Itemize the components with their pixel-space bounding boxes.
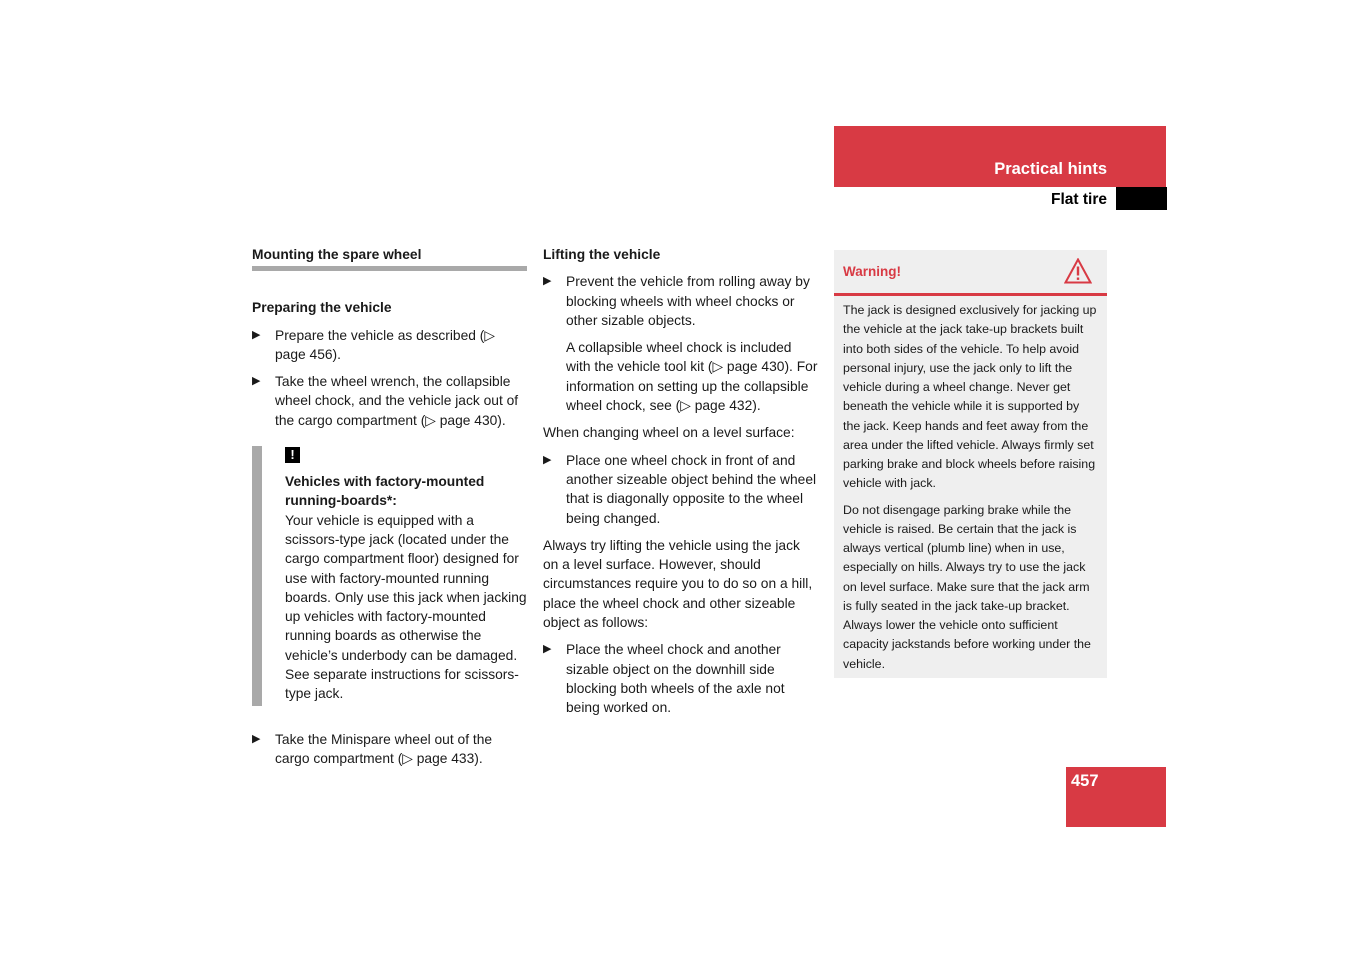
exclamation-icon: !	[285, 447, 300, 463]
bullet-arrow-icon: ▶	[252, 328, 261, 341]
bullet-arrow-icon: ▶	[543, 643, 552, 656]
bullet-arrow-icon: ▶	[543, 453, 552, 466]
list-item: ▶ Prevent the vehicle from rolling away by blocking wheels with wheel chocks or other sizable objects.	[543, 274, 810, 328]
lifting-heading: Lifting the vehicle	[543, 247, 661, 262]
subsection-tab-marker	[1116, 187, 1167, 210]
warning-body	[834, 296, 1107, 674]
warning-label: Warning!	[843, 264, 901, 279]
caution-note	[252, 446, 527, 706]
list-item: ▶ Take the wheel wrench, the collapsible wheel chock, and the vehicle jack out of the cargo compartment (▷ page 430).	[252, 374, 519, 428]
warning-box	[834, 250, 1107, 678]
note-text: Your vehicle is equipped with a scissors-type jack (located under the cargo compartment floor) designed for use with factory-mounted running boards. Only use this jack when jacking up vehicles with factory-mounted running boards as otherwise the vehicle’s underbody can be damaged. See separate instructions for scissors-type jack.	[285, 512, 527, 702]
list-item: ▶ Place the wheel chock and another sizable object on the downhill side blocking both wheels of the axle not being worked on.	[543, 642, 785, 716]
list-item: ▶ Place one wheel chock in front of and another sizeable object behind the wheel that is diagonally opposite to the wheel being changed.	[543, 452, 817, 526]
bullet-arrow-icon: ▶	[543, 275, 552, 288]
indented-paragraph: A collapsible wheel chock is included with the vehicle tool kit (▷ page 430). For information on setting up the collapsible wheel chock, see (▷ page 432).	[566, 340, 818, 414]
bullet-arrow-icon: ▶	[252, 375, 261, 388]
note-title: Vehicles with factory-mounted running-boards*:	[285, 474, 485, 509]
warning-paragraph: The jack is designed exclusively for jacking up the vehicle at the jack take-up brackets built into both sides of the vehicle. To help avoid personal injury, use the jack only to lift the vehicle during a wheel change. Never get beneath the vehicle while it is supported by the jack. Keep hands and feet away from the area under the lifted vehicle. Always firmly set parking brake and block wheels before raising vehicle with jack.	[843, 303, 1097, 491]
paragraph: When changing wheel on a level surface:	[543, 425, 795, 441]
subsection-title: Flat tire	[1051, 191, 1107, 208]
list-item: ▶ Prepare the vehicle as described (▷ page 456).	[252, 327, 495, 362]
paragraph: Always try lifting the vehicle using the jack on a level surface. However, should circumstances require you to do so on a hill, place the wheel chock and other sizeable object as follows:	[543, 537, 813, 631]
list-item: ▶ Take the Minispare wheel out of the cargo compartment (▷ page 433).	[252, 731, 493, 766]
warning-triangle-icon	[1064, 258, 1092, 284]
bullet-arrow-icon: ▶	[252, 732, 261, 745]
page-number: 457	[1071, 772, 1099, 790]
mounting-heading: Mounting the spare wheel	[252, 245, 527, 271]
preparing-subheading: Preparing the vehicle	[252, 300, 392, 316]
middle-column	[543, 245, 819, 726]
warning-paragraph: Do not disengage parking brake while the vehicle is raised. Be certain that the jack is always vertical (plumb line) when in use, especially on hills. Always try to use the jack on level surface. Make sure that the jack arm is fully seated in the jack take-up bracket. Always lower the vehicle onto sufficient capacity jackstands before working under the vehicle.	[843, 502, 1091, 671]
left-column	[252, 245, 527, 776]
warning-header	[834, 250, 1107, 296]
section-title: Practical hints	[994, 160, 1107, 178]
